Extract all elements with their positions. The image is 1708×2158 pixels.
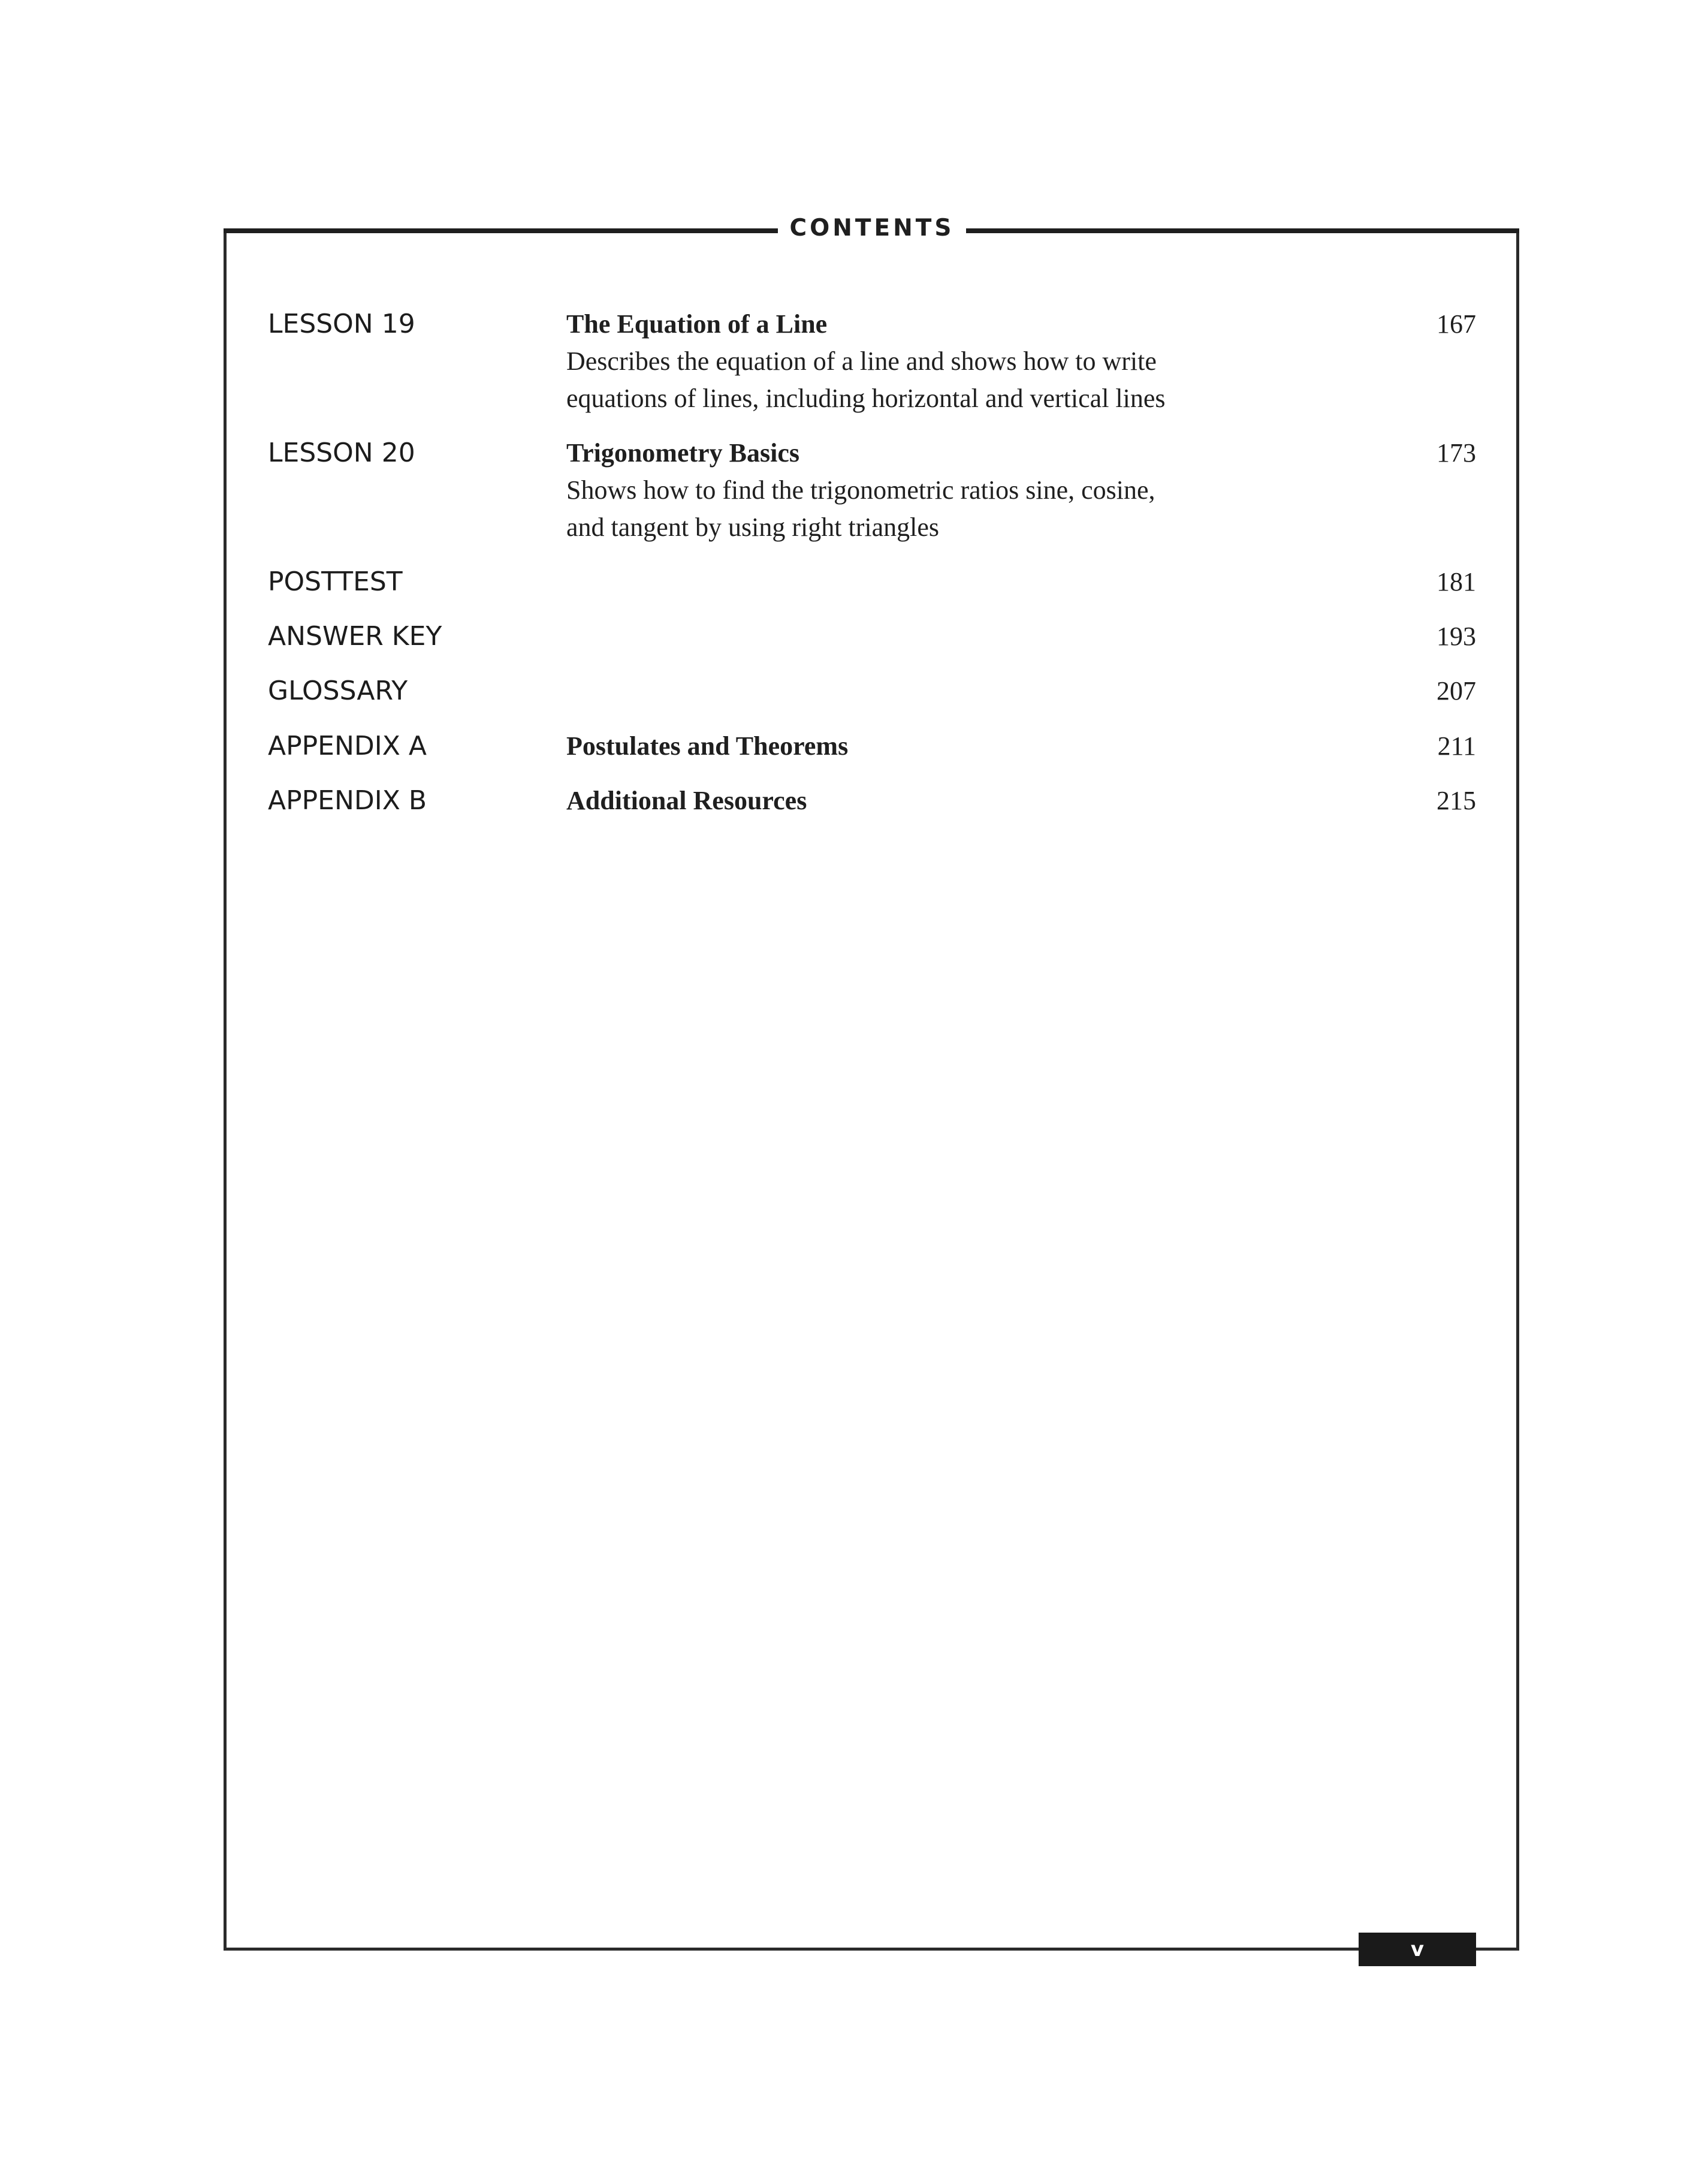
contents-heading: CONTENTS [789,215,955,242]
entry-page-number: 173 [1437,438,1476,468]
entry-page-number: 181 [1437,567,1476,596]
page-folio: v [1359,1933,1476,1966]
entry-description-line: Describes the equation of a line and shows how to write [566,346,1157,376]
entry-label: LESSON 19 [268,309,415,339]
header-rule-left [224,228,778,233]
entry-page-number: 193 [1437,622,1476,651]
entry-label: APPENDIX A [268,731,427,761]
entry-page-number: 211 [1437,731,1476,761]
entry-label: ANSWER KEY [268,621,442,652]
entry-label: APPENDIX B [268,785,427,816]
entry-page-number: 207 [1437,676,1476,706]
entry-description-line: and tangent by using right triangles [566,513,939,542]
entry-title: Postulates and Theorems [566,731,849,761]
entry-description-line: equations of lines, including horizontal and vertical lines [566,384,1166,413]
entry-body [566,728,1285,765]
header-rule-right [966,228,1519,233]
entry-title: The Equation of a Line [566,309,828,339]
entry-title: Additional Resources [566,786,807,815]
entry-body [566,306,1285,417]
entry-body [566,435,1285,546]
entry-label: LESSON 20 [268,438,415,468]
entry-page-number: 167 [1437,309,1476,339]
entry-description-line: Shows how to find the trigonometric ratios sine, cosine, [566,475,1155,505]
entry-body [566,782,1285,819]
entry-page-number: 215 [1437,786,1476,815]
entry-title: Trigonometry Basics [566,438,800,468]
entry-label: GLOSSARY [268,676,408,706]
entry-label: POSTTEST [268,566,403,597]
